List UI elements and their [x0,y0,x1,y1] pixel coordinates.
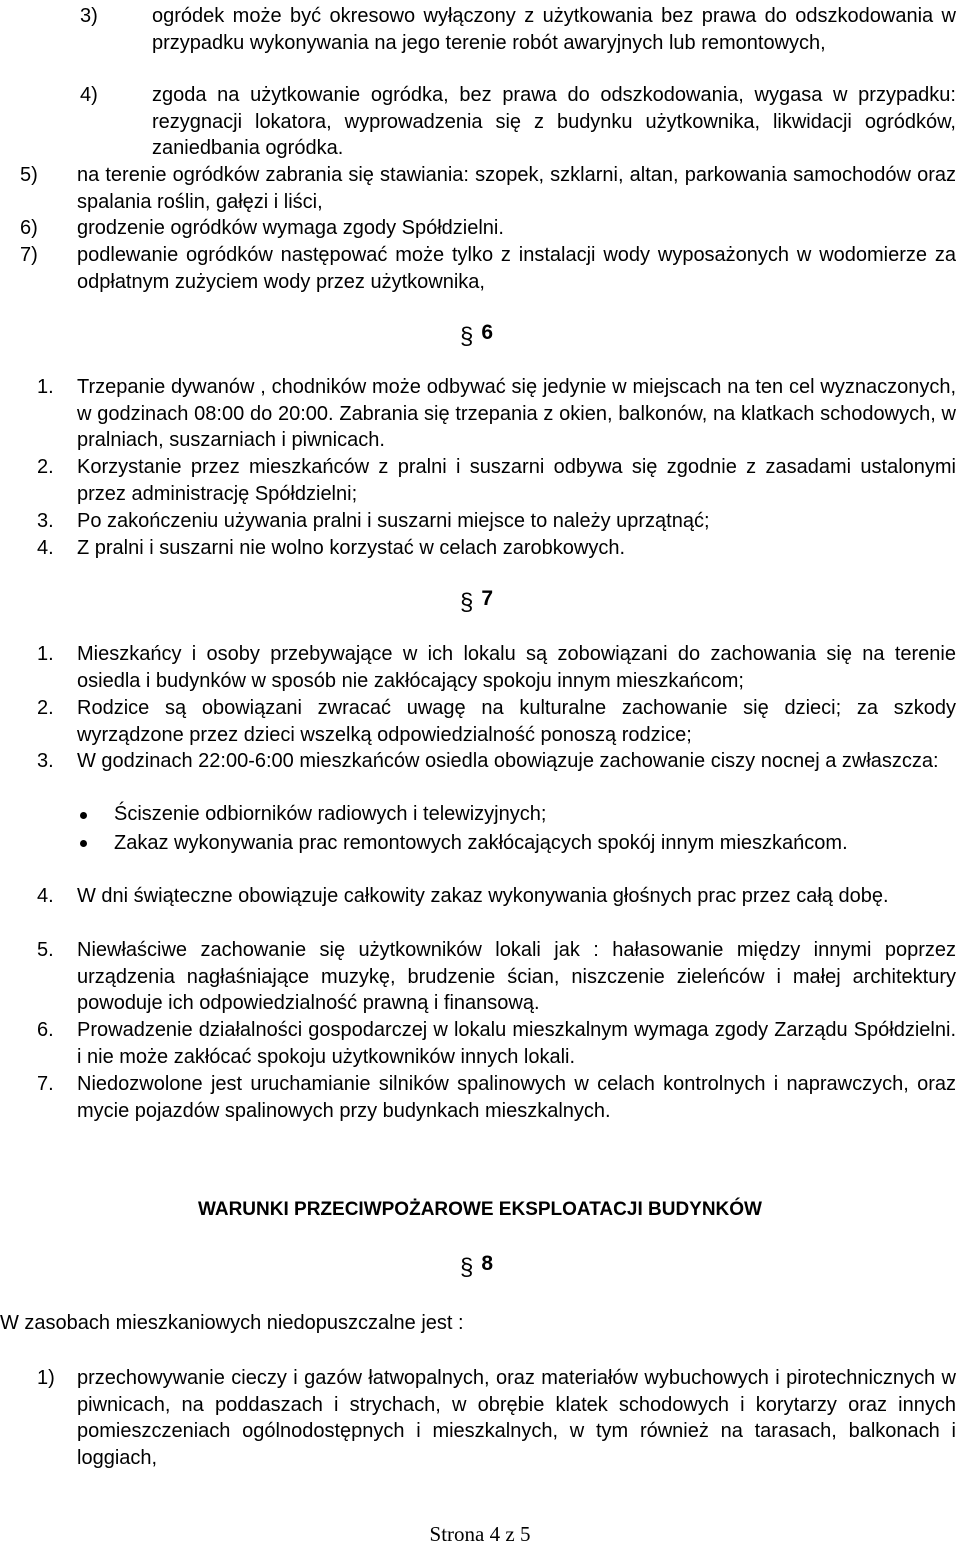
list-item-text: Niewłaściwe zachowanie się użytkowników lokali jak : hałasowanie między innymi poprzez urządzenia nagłaśniające muzykę, brudzenie ścian, niszczenie zieleńców i małej architektury powoduje ich odpowiedzialność prawną i finansową. [77,939,956,1014]
section-7-header [460,588,493,618]
section-intro: W zasobach mieszkaniowych niedopuszczalne jest : [0,1312,464,1334]
list-number: 1. [37,376,54,398]
bullet-icon [80,812,87,819]
list-number: 7. [37,1073,54,1095]
list-number: 7) [20,244,38,266]
section-number: 8 [481,1252,494,1275]
list-number: 6) [20,217,38,239]
list-item-text: na terenie ogródków zabrania się stawiania: szopek, szklarni, altan, parkowania samochodów oraz spalania roślin, gałęzi i liści, [77,164,956,213]
bullet-icon [80,840,87,847]
section-number: 7 [481,587,494,610]
list-number: 6. [37,1019,54,1041]
section-number: 6 [481,321,494,344]
list-item-text: ogródek może być okresowo wyłączony z użytkowania bez prawa do odszkodowania w przypadku wykonywania na jego terenie robót awaryjnych lub remontowych, [152,5,956,54]
bullet-item-text: Zakaz wykonywania prac remontowych zakłócających spokój innym mieszkańcom. [114,832,848,854]
list-item-text: przechowywanie cieczy i gazów łatwopalnych, oraz materiałów wybuchowych i pirotechnicznych w piwnicach, na poddaszach i strychach, w obrębie klatek schodowych i korytarzy oraz innych pomieszczeniach ogólnodostępnych i mieszkalnych, w tym również na tarasach, balkonach i loggiach, [77,1367,956,1469]
list-number: 4. [37,885,54,907]
section-8-header [460,1253,493,1283]
list-item-text: Trzepanie dywanów , chodników może odbywać się jedynie w miejscach na ten cel wyznaczonych, w godzinach 08:00 do 20:00. Zabrania się trzepania z okien, balkonów, na klatkach schodowych, w pralniach, suszarniach i piwnicach. [77,376,956,451]
section-symbol: § [460,1254,474,1281]
list-number: 3) [80,5,98,27]
list-number: 5. [37,939,54,961]
list-item-text: Mieszkańcy i osoby przebywające w ich lokalu są zobowiązani do zachowania się na terenie osiedla i budynków w sposób nie zakłócający spokoju innym mieszkańcom; [77,643,956,692]
page-number-footer: Strona 4 z 5 [429,1522,531,1546]
list-item-text: Korzystanie przez mieszkańców z pralni i suszarni odbywa się zgodnie z zasadami ustalonymi przez administrację Spółdzielni; [77,456,956,505]
list-item-text: W dni świąteczne obowiązuje całkowity zakaz wykonywania głośnych prac przez całą dobę. [77,885,889,907]
list-number: 3. [37,750,54,772]
list-number: 4. [37,537,54,559]
list-number: 1) [37,1367,55,1389]
list-number: 2. [37,456,54,478]
list-item-text: Prowadzenie działalności gospodarczej w lokalu mieszkalnym wymaga zgody Zarządu Spółdzielni. i nie może zakłócać spokoju użytkowników innych lokali. [77,1019,956,1068]
bullet-item-text: Ściszenie odbiorników radiowych i telewizyjnych; [114,803,547,825]
fire-safety-heading: WARUNKI PRZECIWPOŻAROWE EKSPLOATACJI BUDYNKÓW [197,1199,762,1220]
list-item-text: Po zakończeniu używania pralni i suszarni miejsce to należy uprzątnąć; [77,510,710,532]
list-item-text: Niedozwolone jest uruchamianie silników spalinowych w celach kontrolnych i naprawczych, oraz mycie pojazdów spalinowych przy budynkach mieszkalnych. [77,1073,956,1122]
list-item-text: grodzenie ogródków wymaga zgody Spółdzielni. [77,217,504,239]
section-symbol: § [460,589,474,616]
list-item-text: podlewanie ogródków następować może tylko z instalacji wody wyposażonych w wodomierze za odpłatnym zużyciem wody przez użytkownika, [77,244,956,293]
list-item-text: zgoda na użytkowanie ogródka, bez prawa do odszkodowania, wygasa w przypadku: rezygnacji lokatora, wyprowadzenia się z budynku użytkownika, likwidacji ogródków, zaniedbania ogródka. [152,84,956,159]
list-number: 1. [37,643,54,665]
list-item-text: Z pralni i suszarni nie wolno korzystać w celach zarobkowych. [77,537,625,559]
list-number: 3. [37,510,54,532]
list-number: 5) [20,164,38,186]
list-item-text: W godzinach 22:00-6:00 mieszkańców osiedla obowiązuje zachowanie ciszy nocnej a zwłaszcza: [77,750,939,772]
section-symbol: § [460,323,474,350]
list-number: 2. [37,697,54,719]
list-item-text: Rodzice są obowiązani zwracać uwagę na kulturalne zachowanie się dzieci; za szkody wyrządzone przez dzieci wszelką odpowiedzialność ponoszą rodzice; [77,697,956,746]
section-6-header [460,322,493,352]
list-number: 4) [80,84,98,106]
